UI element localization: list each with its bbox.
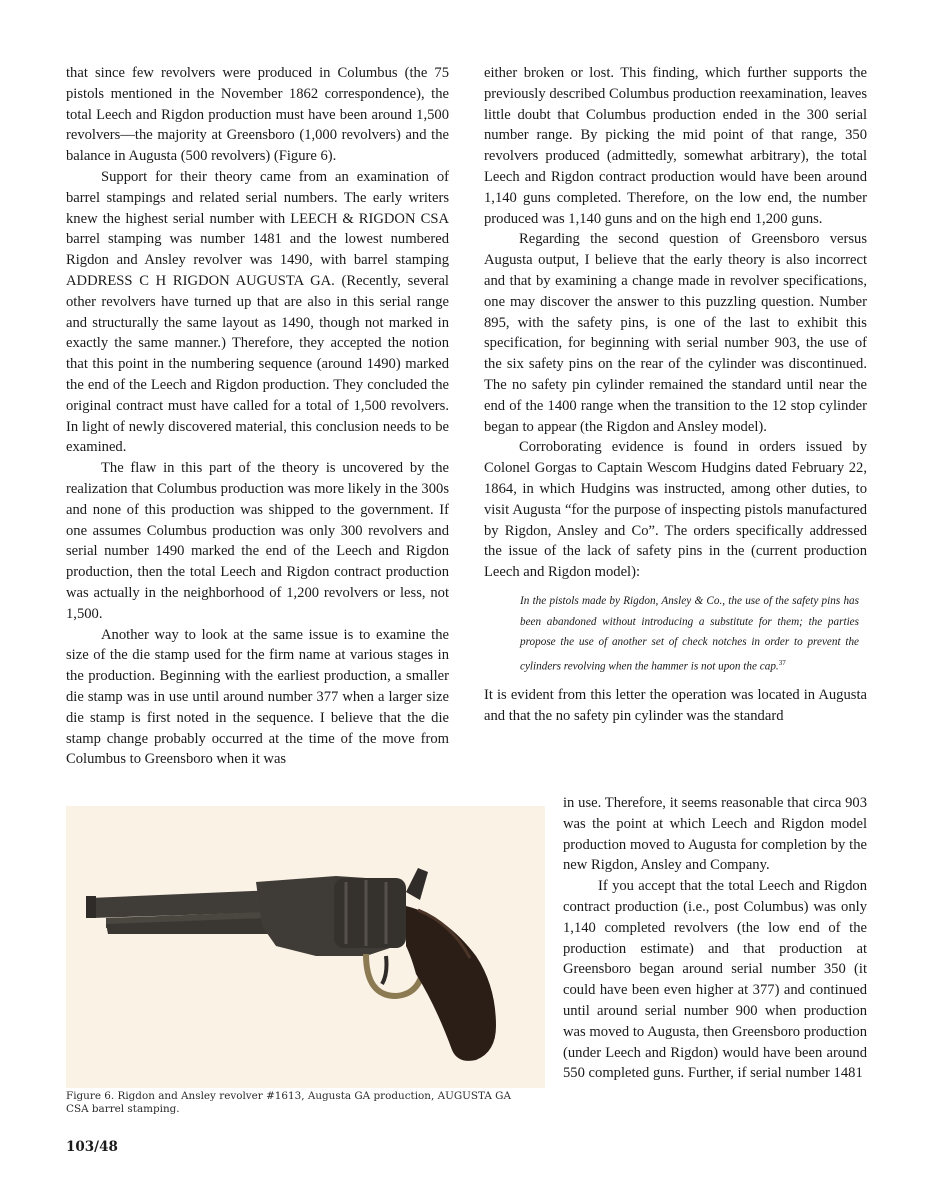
paragraph: in use. Therefore, it seems reasonable that circa 903 was the point at which Leech and Rigdon model production moved to Augusta for completion by the new Rigdon, Ansley and Company. <box>563 795 867 874</box>
paragraph: either broken or lost. This finding, which further supports the previously described Columbus production reexamination, leaves little doubt that Columbus production ended in the 300 serial number range. By picking the mid point of that range, 350 revolvers produced (admittedly, somewhat arbitrary), the total Leech and Rigdon contract production would have been around 1,140 guns completed. Therefore, on the low end, the number produced was 1,140 guns and on the high end 1,200 guns. <box>484 65 867 227</box>
block-quote <box>520 591 859 677</box>
paragraph: Another way to look at the same issue is to examine the size of the die stamp used for the firm name at various stages in the production. Beginning with the earliest production, a smaller die stamp was in use until around number 377 when a larger size die stamp is first noted in the sequence. I believe that the die stamp change probably occurred at the time of the move from Columbus to Greensboro when it was <box>66 626 449 768</box>
paragraph: If you accept that the total Leech and Rigdon contract production (i.e., post Columbus) was only 1,140 completed revolvers (the low end of the production estimate) and that production at Greensboro began around serial number 350 (it could have been even higher at 377) and continued until around serial number 900 when production was moved to Augusta, then Greensboro production (under Leech and Rigdon) would have been around 550 completed guns. Further, if serial number 1481 <box>563 878 867 1082</box>
paragraph: The flaw in this part of the theory is uncovered by the realization that Columbus production was more likely in the 300s and none of this production was shipped to the government. If one assumes Columbus production was only 300 revolvers and serial number 1490 marked the end of the Leech and Rigdon production, then the total Leech and Rigdon contract production was actually in the neighborhood of 1,200 revolvers or less, not 1,500. <box>66 460 449 622</box>
left-column <box>66 63 449 770</box>
paragraph: Corroborating evidence is found in orders issued by Colonel Gorgas to Captain Wescom Hudgins dated February 22, 1864, in which Hudgins was instructed, among other duties, to visit Augusta “for the purpose of inspecting pistols manufactured by Rigdon, Ansley and Co”. The orders specifically addressed the issue of the lack of safety pins in the (current production Leech and Rigdon model): <box>484 439 867 581</box>
wrap-column <box>563 793 867 1084</box>
revolver-image <box>66 806 545 1088</box>
front-sight <box>86 896 96 918</box>
figure-caption: Figure 6. Rigdon and Ansley revolver #1613, Augusta GA production, AUGUSTA GA CSA barrel stamping. <box>66 1090 511 1116</box>
paragraph: Support for their theory came from an examination of barrel stampings and related serial numbers. The early writers knew the highest serial number with LEECH & RIGDON CSA barrel stamping was number 1481 and the lowest numbered Rigdon and Ansley revolver was 1490, with barrel stamping ADDRESS C H RIGDON AUGUSTA GA. (Recently, several other revolvers have turned up that are also in this serial range and structurally the same layout as 1490, though not marked in exactly the same manner.) Therefore, they accepted the notion that this point in the numbering sequence (around 1490) marked the end of the Leech and Rigdon production. They concluded the original contract must have called for a total of 1,500 revolvers. In light of newly discovered material, this conclusion needs to be examined. <box>66 168 449 456</box>
paragraph: It is evident from this letter the operation was located in Augusta and that the no safety pin cylinder was the standard <box>484 687 867 724</box>
paragraph: that since few revolvers were produced in Columbus (the 75 pistols mentioned in the November 1862 correspondence), the total Leech and Rigdon production must have been around 1,500 revolvers—the majority at Greensboro (1,000 revolvers) and the balance in Augusta (500 revolvers) (Figure 6). <box>66 65 449 165</box>
quote-text: In the pistols made by Rigdon, Ansley & Co., the use of the safety pins has been abandoned without introducing a substitute for them; the parties propose the use of another set of check notches in order to prevent the cylinders revolving when the hammer is not upon the cap. <box>520 594 859 673</box>
figure-photo <box>66 806 545 1088</box>
paragraph: Regarding the second question of Greensboro versus Augusta output, I believe that the early theory is also incorrect and that by examining a change made in revolver specifications, one may discover the answer to this puzzling question. Number 895, with the safety pins, is one of the last to exhibit this specification, for beginning with serial number 903, the use of the six safety pins on the rear of the cylinder was discontinued. The no safety pin cylinder remained the standard until near the end of the 1400 range when the transition to the 12 stop cylinder began to appear (the Rigdon and Ansley model). <box>484 231 867 435</box>
right-column <box>484 63 867 727</box>
page-number: 103/48 <box>66 1139 118 1155</box>
footnote-ref: 37 <box>778 658 786 667</box>
